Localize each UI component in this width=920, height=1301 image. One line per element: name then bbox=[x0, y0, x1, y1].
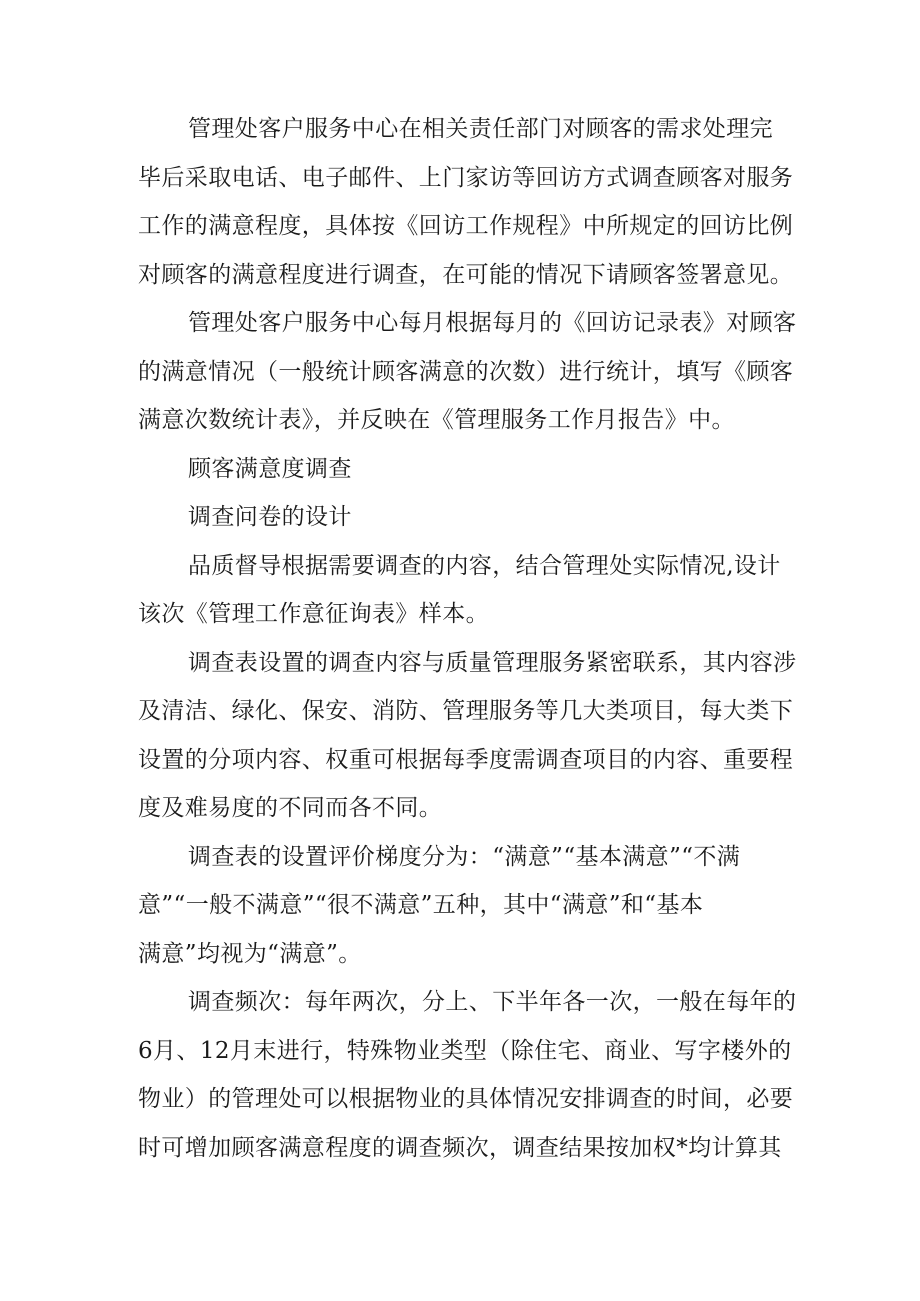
paragraph-line: 品质督导根据需要调查的内容，结合管理处实际情况,设计 bbox=[188, 552, 781, 579]
paragraph-line: 时可增加顾客满意程度的调查频次，调查结果按加权*均计算其 bbox=[138, 1134, 782, 1161]
paragraph-6 bbox=[138, 639, 797, 833]
paragraph-line: 管理处客户服务中心在相关责任部门对顾客的需求处理完 bbox=[188, 116, 773, 142]
paragraph-line: 工作的满意程度，具体按《回访工作规程》中所规定的回访比例 bbox=[138, 213, 794, 239]
subsection-heading-text: 调查问卷的设计 bbox=[188, 504, 352, 530]
paragraph-line: 度及难易度的不同而各不同。 bbox=[138, 795, 443, 821]
paragraph-line: 管理处客户服务中心每月根据每月的《回访记录表》对顾客 bbox=[188, 310, 797, 336]
paragraph-line: 对顾客的满意程度进行调查，在可能的情况下请顾客签署意见。 bbox=[138, 261, 794, 288]
paragraph-line: 的满意情况（一般统计顾客满意的次数）进行统计，填写《顾客 bbox=[138, 358, 794, 385]
paragraph-8 bbox=[138, 978, 797, 1172]
paragraph-line: 调查频次：每年两次，分上、下半年各一次，一般在每年的 bbox=[188, 989, 797, 1015]
paragraph-line: 设置的分项内容、权重可根据每季度需调查项目的内容、重要程 bbox=[138, 746, 794, 773]
section-heading-text: 顾客满意度调查 bbox=[188, 455, 352, 482]
paragraph-line: 6月、12月末进行，特殊物业类型（除住宅、商业、写字楼外的 bbox=[138, 1037, 792, 1064]
paragraph-line: 及清洁、绿化、保安、消防、管理服务等几大类项目，每大类下 bbox=[138, 698, 794, 724]
subsection-heading bbox=[138, 493, 788, 542]
paragraph-line: 满意次数统计表》，并反映在《管理服务工作月报告》中。 bbox=[138, 407, 735, 433]
paragraph-line: 意”“一般不满意”“很不满意”五种，其中“满意”和“基本 bbox=[138, 892, 704, 918]
paragraph-line: 该次《管理工作意征询表》样本。 bbox=[138, 601, 489, 627]
paragraph-1 bbox=[138, 105, 794, 299]
document-body bbox=[138, 105, 797, 1172]
paragraph-line: 毕后采取电话、电子邮件、上门家访等回访方式调查顾客对服务 bbox=[138, 164, 794, 191]
paragraph-5 bbox=[138, 542, 788, 639]
paragraph-line: 调查表的设置评价梯度分为：“满意”“基本满意”“不满 bbox=[188, 843, 741, 870]
section-heading bbox=[138, 445, 788, 494]
paragraph-line: 满意”均视为“满意”。 bbox=[138, 940, 362, 967]
paragraph-7 bbox=[138, 833, 788, 979]
paragraph-line: 调查表设置的调查内容与质量管理服务紧密联系，其内容涉 bbox=[188, 649, 797, 676]
paragraph-line: 物业）的管理处可以根据物业的具体情况安排调查的时间，必要 bbox=[138, 1086, 794, 1112]
paragraph-2 bbox=[138, 299, 797, 445]
